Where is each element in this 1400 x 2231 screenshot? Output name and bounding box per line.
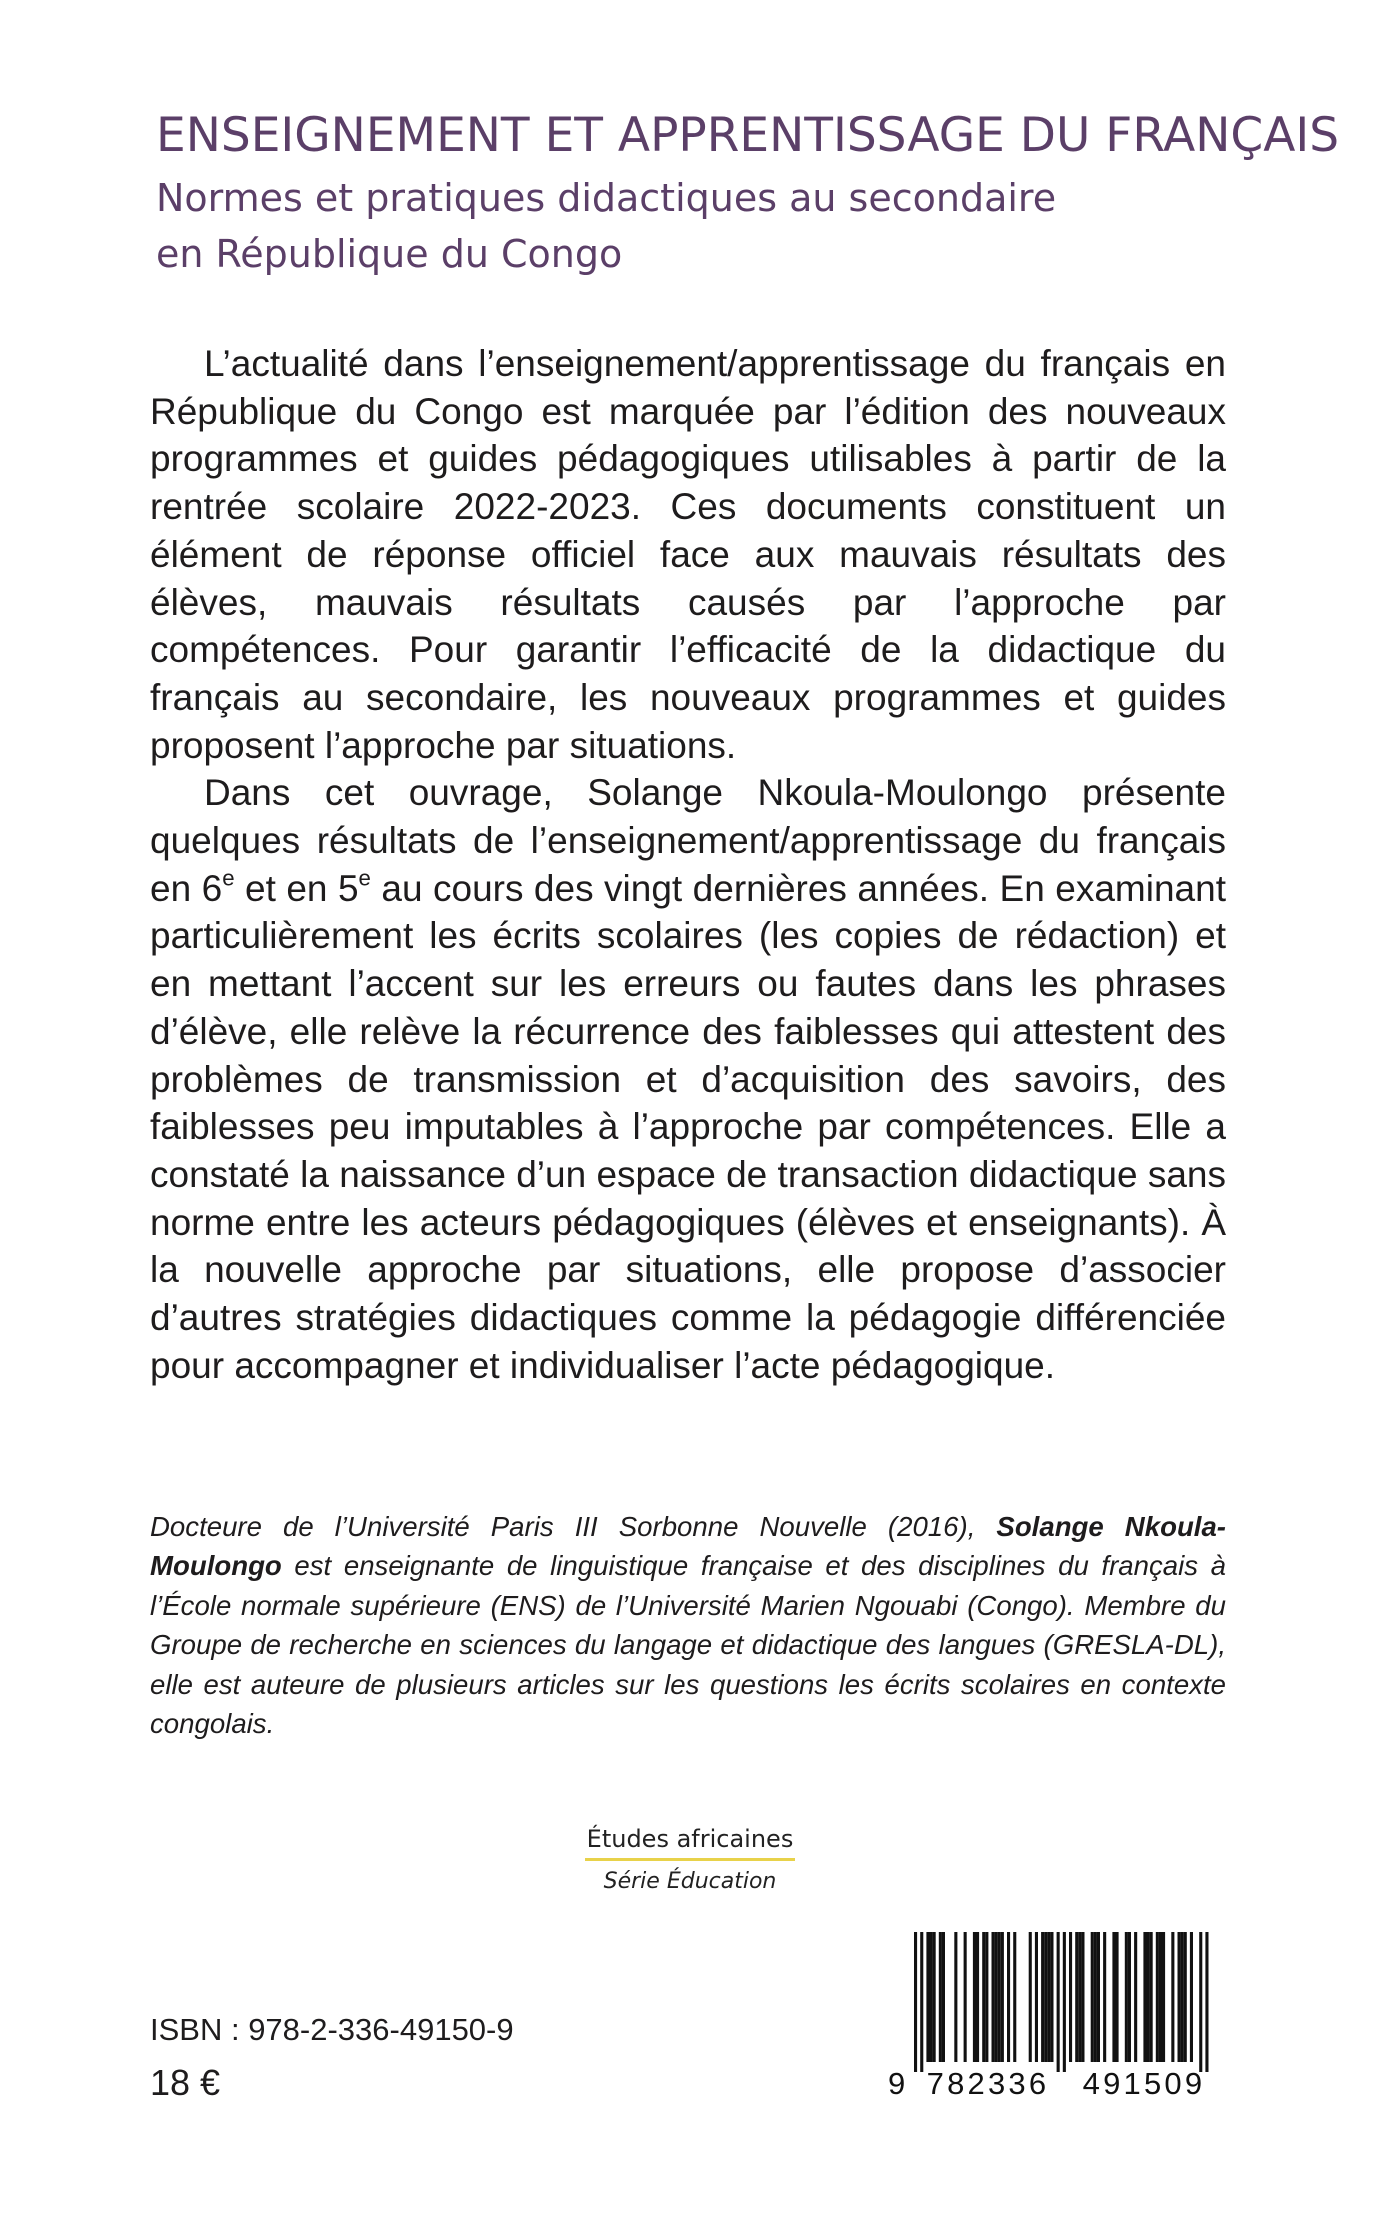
barcode-bar <box>933 1932 936 2062</box>
blurb-paragraph-2-text: Dans cet ouvrage, Solange Nkoula-Moulongo présente quelques résultats de l’enseignement/apprentissage du français en 6 <box>150 772 1226 909</box>
barcode-bar <box>1001 1932 1004 2062</box>
barcode-bar <box>1078 1932 1081 2062</box>
barcode-bar <box>1156 1932 1159 2062</box>
barcode-digit-first: 9 <box>888 2066 906 2101</box>
barcode-bar <box>1178 1932 1181 2062</box>
blurb-paragraph-1: L’actualité dans l’enseignement/apprentissage du français en République du Congo est marquée par l’édition des nouveaux programmes et guides pédagogiques utilisables à partir de la rentrée scolaire 2022-2023. Ces documents constituent un élément de réponse officiel face aux mauvais résultats des élèves, mauvais résultats causés par l’approche par compétences. Pour garantir l’efficacité de la didactique du français au secondaire, les nouveaux programmes et guides proposent l’approche par situations. <box>150 343 1226 766</box>
barcode-bars <box>888 1932 1222 2072</box>
barcode-bar <box>998 1932 1001 2062</box>
ean13-barcode-icon <box>888 1932 1222 2102</box>
barcode-bar <box>1081 1932 1084 2062</box>
barcode-bar <box>1147 1932 1150 2062</box>
series-name: Études africaines <box>586 1825 794 1853</box>
barcode-bar <box>1044 1932 1047 2062</box>
author-bio <box>150 1507 1226 1743</box>
barcode-bar <box>920 1932 923 2072</box>
barcode-bar <box>1007 1932 1010 2062</box>
barcode-bar <box>1116 1932 1119 2062</box>
barcode-bar <box>914 1932 917 2072</box>
barcode-bar <box>1050 1932 1053 2062</box>
grade-superscript: e <box>358 865 371 891</box>
barcode-bar <box>985 1932 988 2062</box>
barcode-bar <box>1029 1932 1032 2062</box>
barcode-bar <box>1143 1932 1146 2062</box>
price: 18 € <box>150 2062 221 2103</box>
barcode-bar <box>1103 1932 1106 2062</box>
barcode-bar <box>1097 1932 1100 2062</box>
barcode-bar <box>1063 1932 1066 2072</box>
barcode-bar <box>1047 1932 1050 2062</box>
barcode-bar <box>995 1932 998 2062</box>
barcode-bar <box>976 1932 979 2062</box>
barcode-bar <box>1199 1932 1202 2072</box>
barcode-bar <box>1057 1932 1060 2072</box>
barcode-bar <box>1159 1932 1162 2062</box>
subseries-name: Série Éducation <box>603 1869 777 1894</box>
barcode-bar <box>1184 1932 1187 2062</box>
barcode-bar <box>1013 1932 1016 2062</box>
author-bio-lead: Docteure de l’Université Paris III Sorbonne Nouvelle (2016), <box>150 1511 997 1542</box>
barcode-bar <box>973 1932 976 2062</box>
blurb-paragraph-2-text: au cours des vingt dernières années. En examinant particulièrement les écrits scolaires (les copies de rédaction) et en mettant l’accent sur les erreurs ou fautes dans les phrases d’élève, elle relève la récurrence des faiblesses qui attestent des problèmes de transmission et d’acquisition des savoirs, des faiblesses peu imputables à l’approche par compétences. Elle a constaté la naissance d’un espace de transaction didactique sans norme entre les acteurs pédagogiques (élèves et enseignants). À la nouvelle approche par situations, elle propose d’associer d’autres stratégies didactiques comme la pédagogie différenciée pour accompagner et individualiser l’acte pédagogique. <box>150 867 1226 1386</box>
barcode-bar <box>1134 1932 1137 2062</box>
blurb <box>150 340 1226 1389</box>
book-title: ENSEIGNEMENT ET APPRENTISSAGE DU FRANÇAIS <box>156 108 1340 163</box>
author-bio-text: est enseignante de linguistique française et des disciplines du français à l’École normale supérieure (ENS) de l’Université Marien Ngouabi (Congo). Membre du Groupe de recherche en sciences du langage et didactique des langues (GRESLA-DL), elle est auteure de plusieurs articles sur les questions les écrits scolaires en contexte congolais. <box>150 1550 1226 1740</box>
barcode-bar <box>1125 1932 1128 2062</box>
blurb-paragraph-2-text: et en 5 <box>234 867 359 909</box>
barcode-bar <box>1150 1932 1153 2062</box>
barcode-bar <box>939 1932 942 2062</box>
barcode-bar <box>1205 1932 1208 2072</box>
barcode-bar <box>1075 1932 1078 2062</box>
blurb-paragraph-2 <box>150 769 1226 1389</box>
barcode-bar <box>1069 1932 1072 2062</box>
barcode-bar <box>1041 1932 1044 2062</box>
series-logo <box>585 1822 795 1897</box>
barcode-bar <box>1181 1932 1184 2062</box>
barcode-digits-left: 782336 <box>926 2066 1050 2101</box>
barcode-bar <box>1128 1932 1131 2062</box>
barcode-bar <box>964 1932 967 2062</box>
grade-superscript: e <box>222 865 235 891</box>
author-name: Solange Nkoula-Moulongo <box>150 1511 1226 1582</box>
barcode-bar <box>954 1932 957 2062</box>
barcode-bar <box>1035 1932 1038 2062</box>
subtitle-line-2: en République du Congo <box>156 232 623 276</box>
barcode-bar <box>1094 1932 1097 2062</box>
barcode-bar <box>942 1932 945 2062</box>
isbn: ISBN : 978-2-336-49150-9 <box>150 2012 514 2047</box>
barcode-bar <box>926 1932 929 2062</box>
barcode-bar <box>982 1932 985 2062</box>
series-divider <box>585 1858 795 1861</box>
barcode-bar <box>1171 1932 1174 2062</box>
book-subtitle <box>156 170 1296 282</box>
barcode-bar <box>1190 1932 1193 2062</box>
barcode-bar <box>1091 1932 1094 2062</box>
barcode-bar <box>930 1932 933 2062</box>
subtitle-line-1: Normes et pratiques didactiques au secondaire <box>156 176 1057 220</box>
barcode-digits-right: 491509 <box>1082 2066 1206 2101</box>
barcode-bar <box>1162 1932 1165 2062</box>
barcode-bar <box>992 1932 995 2062</box>
barcode-bar <box>1112 1932 1115 2062</box>
barcode-digits <box>888 2066 1222 2102</box>
